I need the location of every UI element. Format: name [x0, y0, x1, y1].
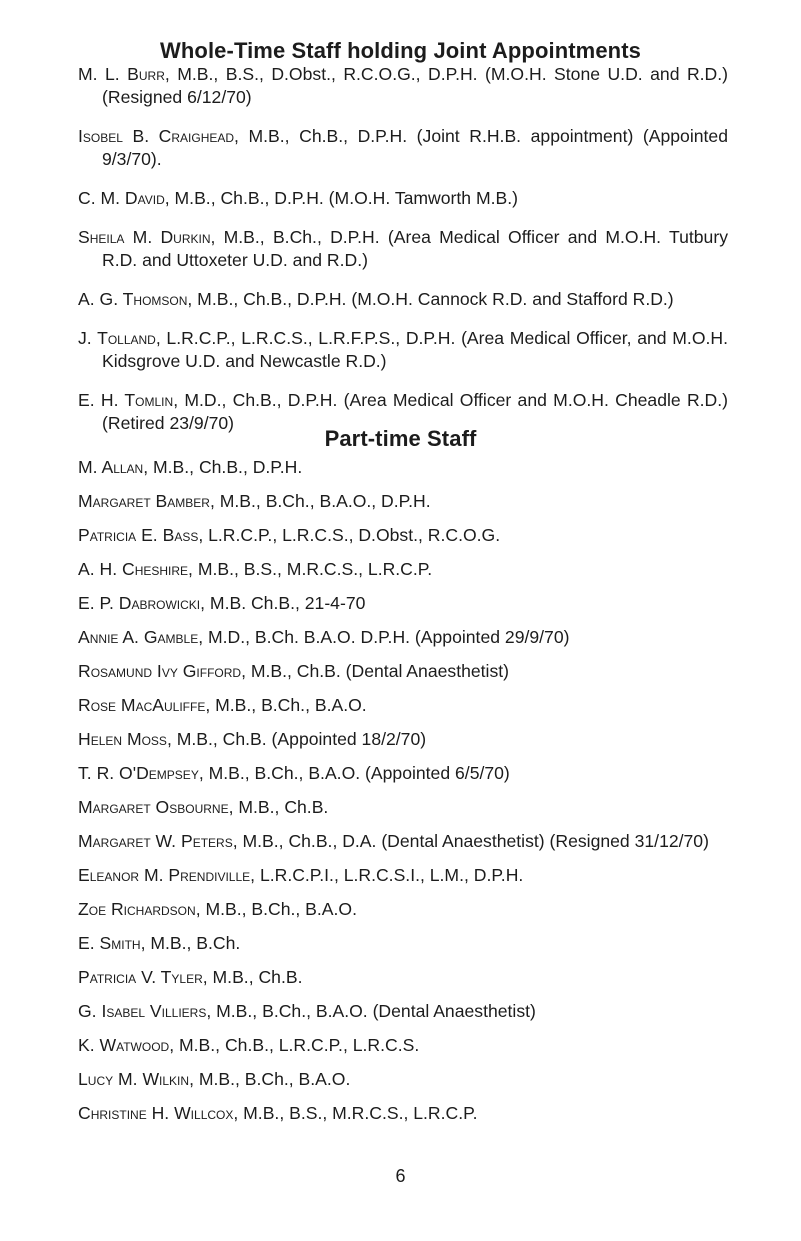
staff-name: Eleanor M. Prendiville — [78, 865, 251, 885]
staff-details: , M.B. Ch.B., 21-4-70 — [200, 593, 366, 613]
staff-details: , L.R.C.P., L.R.C.S., L.R.F.P.S., D.P.H. (Area Medical Officer, and M.O.H. Kidsgrove U.D. and Newcastle R.D.) — [102, 328, 728, 371]
staff-name: Margaret Bamber — [78, 491, 210, 511]
staff-details: , M.B., B.Ch., B.A.O. — [205, 695, 367, 715]
staff-name: Annie A. Gamble — [78, 627, 199, 647]
staff-entry — [78, 626, 728, 649]
staff-name: Sheila M. Durkin — [78, 227, 211, 247]
staff-details: , L.R.C.P.I., L.R.C.S.I., L.M., D.P.H. — [250, 865, 524, 885]
staff-name: M. L. Burr — [78, 64, 165, 84]
staff-details: , M.B., B.S., M.R.C.S., L.R.C.P. — [233, 1103, 478, 1123]
staff-entry — [78, 728, 728, 751]
staff-name: E. Smith — [78, 933, 141, 953]
staff-entry — [78, 327, 728, 373]
staff-name: Rosamund Ivy Gifford — [78, 661, 242, 681]
staff-name: Margaret Osbourne — [78, 797, 229, 817]
staff-details: , M.B., Ch.B. (Appointed 18/2/70) — [166, 729, 427, 749]
staff-entry — [78, 558, 728, 581]
staff-entry — [78, 864, 728, 887]
staff-entry — [78, 932, 728, 955]
staff-name: Zoe Richardson — [78, 899, 196, 919]
staff-name: T. R. O'Dempsey — [78, 763, 199, 783]
staff-name: C. M. David — [78, 188, 165, 208]
staff-name: Helen Moss — [78, 729, 167, 749]
staff-entry — [78, 125, 728, 171]
staff-details: , M.B., Ch.B., D.P.H. — [143, 457, 303, 477]
staff-name: Margaret W. Peters — [78, 831, 233, 851]
staff-details: , M.B., B.Ch., B.A.O. (Dental Anaesthetist) — [206, 1001, 536, 1021]
staff-entry — [78, 1102, 728, 1125]
staff-details: , M.B., B.Ch., B.A.O., D.P.H. — [209, 491, 431, 511]
staff-details: , M.D., B.Ch. B.A.O. D.P.H. (Appointed 29/9/70) — [198, 627, 570, 647]
staff-name: Patricia E. Bass — [78, 525, 199, 545]
staff-details: , M.B., Ch.B. — [202, 967, 303, 987]
staff-name: Christine H. Willcox — [78, 1103, 234, 1123]
staff-name: Lucy M. Wilkin — [78, 1069, 190, 1089]
staff-entry — [78, 1000, 728, 1023]
staff-entry — [78, 762, 728, 785]
section-heading-whole-time: Whole-Time Staff holding Joint Appointments — [160, 38, 641, 63]
staff-name: E. H. Tomlin — [78, 390, 174, 410]
staff-entry — [78, 592, 728, 615]
staff-details: , M.B., B.Ch., D.P.H. (Area Medical Officer and M.O.H. Tutbury R.D. and Uttoxeter U.D. and R.D.) — [102, 227, 728, 270]
staff-details: , M.B., B.Ch., B.A.O. — [195, 899, 358, 919]
staff-entry — [78, 830, 728, 853]
staff-entry — [78, 524, 728, 547]
staff-details: , L.R.C.P., L.R.C.S., D.Obst., R.C.O.G. — [198, 525, 501, 545]
staff-name: E. P. Dabrowicki — [78, 593, 201, 613]
whole-time-staff-list — [78, 63, 728, 451]
staff-entry — [78, 1068, 728, 1091]
staff-name: G. Isabel Villiers — [78, 1001, 207, 1021]
staff-details: , M.B., B.Ch., B.A.O. — [189, 1069, 351, 1089]
staff-details: , M.B., Ch.B., L.R.C.P., L.R.C.S. — [169, 1035, 420, 1055]
staff-name: Patricia V. Tyler — [78, 967, 203, 987]
staff-details: , M.B., B.S., M.R.C.S., L.R.C.P. — [188, 559, 433, 579]
staff-details: , M.D., Ch.B., D.P.H. (Area Medical Officer and M.O.H. Cheadle R.D.) (Retired 23/9/70) — [102, 390, 728, 433]
staff-entry — [78, 63, 728, 109]
staff-details: , M.B., Ch.B. — [228, 797, 329, 817]
staff-entry — [78, 490, 728, 513]
staff-details: , M.B., B.Ch., B.A.O. (Appointed 6/5/70) — [198, 763, 510, 783]
staff-details: , M.B., B.S., D.Obst., R.C.O.G., D.P.H. (M.O.H. Stone U.D. and R.D.) (Resigned 6/12/70) — [102, 64, 728, 107]
staff-entry — [78, 226, 728, 272]
staff-name: A. H. Cheshire — [78, 559, 189, 579]
staff-name: A. G. Thomson — [78, 289, 188, 309]
staff-details: , M.B., Ch.B., D.P.H. (Joint R.H.B. appointment) (Appointed 9/3/70). — [102, 126, 728, 169]
staff-details: , M.B., Ch.B., D.P.H. (M.O.H. Tamworth M.B.) — [164, 188, 518, 208]
staff-entry — [78, 694, 728, 717]
staff-entry — [78, 898, 728, 921]
staff-entry — [78, 187, 728, 210]
staff-details: , M.B., B.Ch. — [140, 933, 241, 953]
staff-details: , M.B., Ch.B. (Dental Anaesthetist) — [241, 661, 509, 681]
staff-name: K. Watwood — [78, 1035, 170, 1055]
staff-name: M. Allan — [78, 457, 144, 477]
staff-details: , M.B., Ch.B., D.P.H. (M.O.H. Cannock R.D. and Stafford R.D.) — [187, 289, 674, 309]
staff-name: Isobel B. Craighead — [78, 126, 235, 146]
section-heading-part-time: Part-time Staff — [324, 426, 477, 451]
staff-name: Rose MacAuliffe — [78, 695, 206, 715]
part-time-staff-list — [78, 456, 728, 1136]
staff-entry — [78, 966, 728, 989]
staff-entry — [78, 1034, 728, 1057]
staff-entry — [78, 660, 728, 683]
staff-entry — [78, 456, 728, 479]
staff-name: J. Tolland — [78, 328, 156, 348]
staff-entry — [78, 796, 728, 819]
staff-entry — [78, 288, 728, 311]
page-number: 6 — [395, 1166, 406, 1186]
staff-details: , M.B., Ch.B., D.A. (Dental Anaesthetist) (Resigned 31/12/70) — [232, 831, 709, 851]
